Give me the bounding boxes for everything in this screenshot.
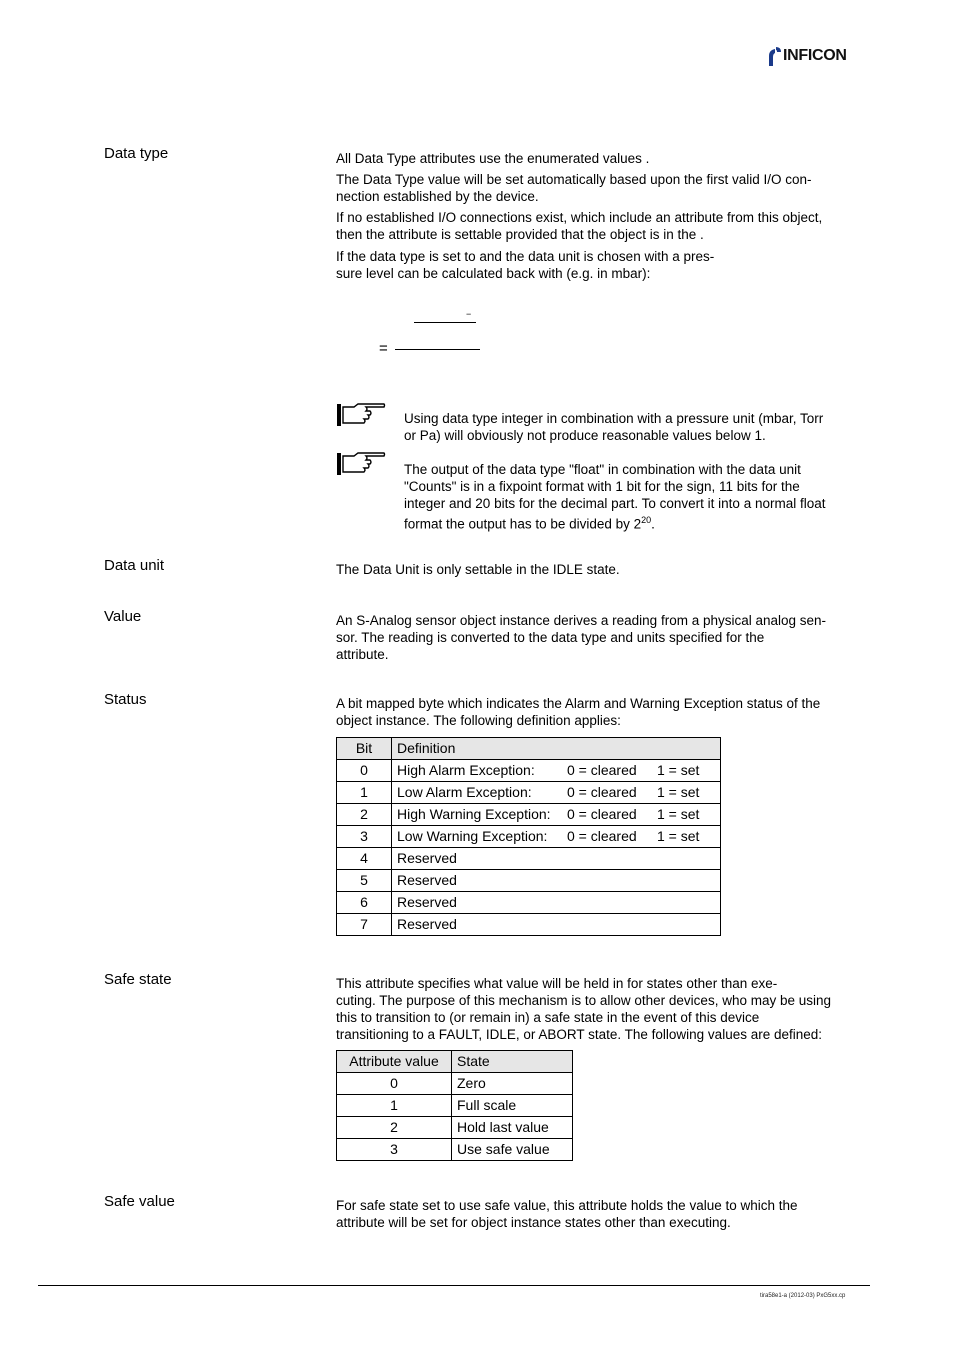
text-line: sor. The reading is converted to the data type and units specified for the <box>336 630 765 645</box>
cell-bit: 5 <box>337 870 392 892</box>
cell-bit: 3 <box>337 826 392 848</box>
cell-definition: Reserved <box>392 892 721 914</box>
cell-bit: 6 <box>337 892 392 914</box>
text-line: An S-Analog sensor object instance derives a reading from a physical analog sen- <box>336 613 827 628</box>
text-line: integer and 20 bits for the decimal part. To convert it into a normal float <box>404 496 826 511</box>
header-attribute-value: Attribute value <box>337 1051 452 1073</box>
label-data-unit: Data unit <box>104 557 165 574</box>
cell-set: 1 = set <box>652 804 721 826</box>
table-row <box>337 1073 573 1095</box>
data-type-paragraph-4 <box>336 248 866 282</box>
header-definition: Definition <box>392 738 721 760</box>
text-line: attribute. <box>336 647 389 662</box>
data-type-paragraph <box>336 150 866 167</box>
inficon-logo <box>767 44 871 68</box>
table-row <box>337 1117 573 1139</box>
data-type-paragraph-2 <box>336 171 866 205</box>
cell-state: Hold last value <box>452 1117 573 1139</box>
text-line: transitioning to a FAULT, IDLE, or ABORT state. The following values are defined: <box>336 1027 823 1042</box>
fraction-bar-upper <box>414 322 476 323</box>
text-line: The Data Unit is only settable in the IDLE state. <box>336 562 620 577</box>
footer-document-id: tira58e1-a (2012-03) PxG5xx.cp <box>760 1293 846 1299</box>
label-data-type: Data type <box>104 145 169 162</box>
cell-definition: Low Warning Exception: <box>392 826 563 848</box>
table-header-row <box>337 738 721 760</box>
cell-bit: 0 <box>337 760 392 782</box>
status-bit-table <box>336 737 721 936</box>
cell-value: 1 <box>337 1095 452 1117</box>
cell-value: 0 <box>337 1073 452 1095</box>
text-line: this to transition to (or remain in) a safe state in the event of this device <box>336 1010 760 1025</box>
table-row <box>337 826 721 848</box>
table-row <box>337 848 721 870</box>
cell-definition: Reserved <box>392 870 721 892</box>
exponent: 20 <box>641 515 652 525</box>
cell-cleared: 0 = cleared <box>562 804 652 826</box>
text-line: If no established I/O connections exist, which include an attribute from this object, <box>336 210 823 225</box>
cell-bit: 2 <box>337 804 392 826</box>
minus-sign: − <box>466 309 472 319</box>
fraction-bar-lower <box>395 349 480 350</box>
text-line: sure level can be calculated back with (e.g. in mbar): <box>336 266 651 281</box>
text-line: "Counts" is in a fixpoint format with 1 bit for the sign, 11 bits for the <box>404 479 800 494</box>
cell-value: 2 <box>337 1117 452 1139</box>
note-float-counts <box>404 461 864 533</box>
table-row <box>337 804 721 826</box>
text-line: or Pa) will obviously not produce reasonable values below 1. <box>404 428 766 443</box>
table-row <box>337 782 721 804</box>
table-row <box>337 870 721 892</box>
header-state: State <box>452 1051 573 1073</box>
cell-state: Full scale <box>452 1095 573 1117</box>
text-line: cuting. The purpose of this mechanism is to allow other devices, who may be using <box>336 993 832 1008</box>
cell-definition: High Warning Exception: <box>392 804 563 826</box>
label-safe-value: Safe value <box>104 1193 175 1210</box>
cell-state: Zero <box>452 1073 573 1095</box>
cell-set: 1 = set <box>652 826 721 848</box>
text-line: Using data type integer in combination with a pressure unit (mbar, Torr <box>404 411 824 426</box>
table-row <box>337 1095 573 1117</box>
text-line: A bit mapped byte which indicates the Alarm and Warning Exception status of the <box>336 696 821 711</box>
logo-text: INFICON <box>783 47 847 64</box>
status-paragraph <box>336 695 866 729</box>
text-line: attribute will be set for object instance states other than executing. <box>336 1215 731 1230</box>
text-line <box>404 512 864 533</box>
cell-state: Use safe value <box>452 1139 573 1161</box>
table-row <box>337 892 721 914</box>
equals-sign: = <box>379 340 388 357</box>
text-line: This attribute specifies what value will be held in for states other than exe- <box>336 976 778 991</box>
cell-bit: 4 <box>337 848 392 870</box>
text-line: nection established by the device. <box>336 189 539 204</box>
safe-state-table <box>336 1050 573 1161</box>
table-row <box>337 914 721 936</box>
value-paragraph <box>336 612 866 663</box>
table-row <box>337 760 721 782</box>
label-status: Status <box>104 691 147 708</box>
safe-value-paragraph <box>336 1197 866 1231</box>
footer-divider <box>38 1285 870 1286</box>
cell-cleared: 0 = cleared <box>562 826 652 848</box>
period: . <box>651 516 655 532</box>
note-last-line-text: format the output has to be divided by 2 <box>404 516 642 532</box>
data-unit-paragraph <box>336 561 866 578</box>
cell-bit: 1 <box>337 782 392 804</box>
cell-set: 1 = set <box>652 782 721 804</box>
text-line: The Data Type value will be set automatically based upon the first valid I/O con- <box>336 172 812 187</box>
text-line: If the data type is set to and the data unit is chosen with a pres- <box>336 249 715 264</box>
cell-definition: Low Alarm Exception: <box>392 782 563 804</box>
pointing-hand-icon <box>336 403 386 427</box>
text-line: The output of the data type "float" in combination with the data unit <box>404 462 801 477</box>
header-bit: Bit <box>337 738 392 760</box>
cell-definition: Reserved <box>392 848 721 870</box>
data-type-paragraph-3 <box>336 209 866 243</box>
cell-cleared: 0 = cleared <box>562 782 652 804</box>
label-value: Value <box>104 608 142 625</box>
inficon-logo-mark-icon <box>767 44 783 68</box>
cell-definition: High Alarm Exception: <box>392 760 563 782</box>
note-integer-pressure <box>404 410 864 444</box>
cell-definition: Reserved <box>392 914 721 936</box>
cell-bit: 7 <box>337 914 392 936</box>
table-row <box>337 1139 573 1161</box>
text-line: object instance. The following definition applies: <box>336 713 621 728</box>
pointing-hand-icon <box>336 452 386 476</box>
cell-cleared: 0 = cleared <box>562 760 652 782</box>
text-line: then the attribute is settable provided that the object is in the . <box>336 227 704 242</box>
text-line: All Data Type attributes use the enumerated values . <box>336 151 650 166</box>
text-line: For safe state set to use safe value, this attribute holds the value to which the <box>336 1198 798 1213</box>
safe-state-paragraph <box>336 975 866 1043</box>
table-header-row <box>337 1051 573 1073</box>
cell-set: 1 = set <box>652 760 721 782</box>
label-safe-state: Safe state <box>104 971 172 988</box>
cell-value: 3 <box>337 1139 452 1161</box>
